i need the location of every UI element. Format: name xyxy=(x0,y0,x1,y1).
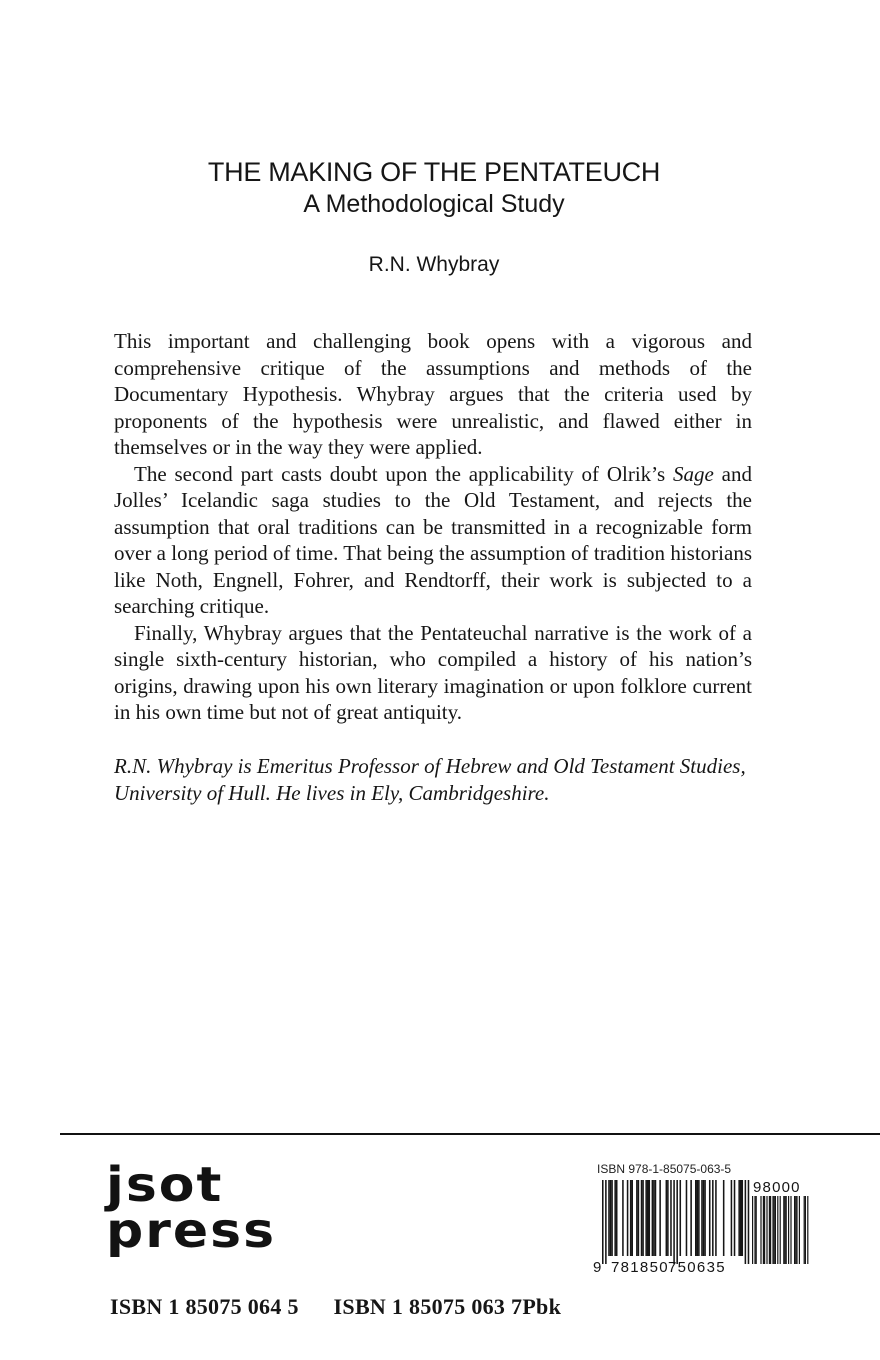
barcode-bar xyxy=(703,1180,705,1256)
addon-bar xyxy=(783,1196,784,1264)
barcode-bar xyxy=(649,1180,651,1256)
addon-bar xyxy=(764,1196,765,1264)
addon-bar xyxy=(752,1196,753,1264)
book-title: THE MAKING OF THE PENTATEUCH xyxy=(207,157,661,187)
addon-bar xyxy=(788,1196,789,1264)
addon-bar xyxy=(805,1196,806,1264)
addon-bar xyxy=(795,1196,796,1264)
addon-bar xyxy=(807,1196,808,1264)
addon-bar xyxy=(769,1196,770,1264)
barcode-bar xyxy=(652,1180,654,1256)
barcode-bar xyxy=(748,1180,750,1264)
barcode-bar xyxy=(673,1180,675,1264)
barcode-bar xyxy=(614,1180,616,1256)
barcode-bar xyxy=(636,1180,638,1256)
barcode-bar xyxy=(642,1180,644,1256)
addon-bar xyxy=(763,1196,764,1264)
barcode-bar xyxy=(667,1180,669,1256)
addon-bar xyxy=(790,1196,791,1264)
ean-barcode-bars xyxy=(602,1180,749,1264)
barcode-bar xyxy=(608,1180,610,1256)
addon-bar xyxy=(756,1196,757,1264)
barcode-bar xyxy=(653,1180,655,1256)
ean-first-digit: 9 xyxy=(593,1259,602,1274)
barcode-bar xyxy=(610,1180,612,1256)
isbn-line: ISBN 1 85075 064 5 ISBN 1 85075 063 7Pbk xyxy=(110,1294,562,1319)
addon-bar xyxy=(804,1196,805,1264)
addon-bar xyxy=(780,1196,781,1264)
description-paragraph-2 xyxy=(114,461,752,620)
barcode-bar xyxy=(715,1180,717,1256)
barcode-bar xyxy=(709,1180,711,1256)
barcode-bar xyxy=(666,1180,668,1256)
barcode-bar xyxy=(745,1180,747,1264)
publisher-logo xyxy=(106,1157,277,1259)
addon-bar xyxy=(770,1196,771,1264)
addon-bar xyxy=(754,1196,755,1264)
barcode-bar xyxy=(690,1180,692,1256)
barcode-bar xyxy=(686,1180,688,1256)
publisher-logo-line-2: press xyxy=(106,1203,277,1259)
paragraph-2-end: and Jolles’ Icelandic saga studies to the Old Testament, and rejects the assumption that oral traditions can be transmitted in a recognizable form over a long period of time. That being the assumption of tradition historians like Noth, Engnell, Fohrer, and Rendtorff, their work is subjected to a searching critique. xyxy=(114,461,752,618)
barcode-bar xyxy=(630,1180,632,1256)
barcode-bar xyxy=(622,1180,624,1256)
barcode xyxy=(593,1178,815,1274)
addon-bar xyxy=(774,1196,775,1264)
barcode-bar xyxy=(704,1180,706,1256)
barcode-bar xyxy=(647,1180,649,1256)
addon-bar xyxy=(794,1196,795,1264)
barcode-bar xyxy=(602,1180,604,1264)
barcode-bar xyxy=(605,1180,607,1264)
barcode-bar xyxy=(627,1180,629,1256)
barcode-bar xyxy=(676,1180,678,1264)
addon-bar xyxy=(786,1196,787,1264)
divider-rule xyxy=(60,1133,880,1135)
barcode-bar xyxy=(659,1180,661,1256)
barcode-bar xyxy=(740,1180,742,1256)
description-paragraph-3: Finally, Whybray argues that the Pentateuchal narrative is the work of a single sixth-century historian, who compiled a history of his nation’s origins, drawing upon his own literary imagination or upon folklore current in his own time but not of great antiquity. xyxy=(114,620,752,724)
addon-bar xyxy=(799,1196,800,1264)
barcode-bar xyxy=(631,1180,633,1256)
barcode-bar xyxy=(670,1180,672,1256)
barcode-bar xyxy=(738,1180,740,1256)
barcode-bar xyxy=(645,1180,647,1256)
barcode-bar xyxy=(611,1180,613,1256)
addon-bar xyxy=(777,1196,778,1264)
barcode-bar xyxy=(697,1180,699,1256)
ean-left-digits: 781850 xyxy=(611,1259,669,1274)
addon-bar xyxy=(784,1196,785,1264)
author-bio: R.N. Whybray is Emeritus Professor of Hebrew and Old Testament Studies, University of Hull. He lives in Ely, Cambridgeshire. xyxy=(114,754,746,805)
barcode-bar xyxy=(641,1180,643,1256)
barcode-bar xyxy=(701,1180,703,1256)
barcode-bar xyxy=(695,1180,697,1256)
addon-bar xyxy=(760,1196,761,1264)
barcode-bar xyxy=(734,1180,736,1256)
addon-digits: 98000 xyxy=(753,1179,801,1196)
paragraph-2-start: The second part casts doubt upon the applicability of Olrik’s xyxy=(134,461,674,486)
barcode-bar xyxy=(712,1180,714,1256)
barcode-bar xyxy=(616,1180,618,1256)
addon-barcode-bars xyxy=(752,1196,808,1264)
barcode-bar xyxy=(698,1180,700,1256)
sage-italic: Sage xyxy=(673,461,714,486)
barcode-bar xyxy=(742,1180,744,1256)
barcode-bar xyxy=(731,1180,733,1256)
addon-bar xyxy=(796,1196,797,1264)
addon-bar xyxy=(772,1196,773,1264)
barcode-bar xyxy=(655,1180,657,1256)
description xyxy=(114,328,752,726)
barcode-bar xyxy=(638,1180,640,1256)
addon-bar xyxy=(775,1196,776,1264)
description-paragraph-1: This important and challenging book opens with a vigorous and comprehensive critique of the assumptions and methods of the Documentary Hypothesis. Whybray argues that the criteria used by proponents of the hypothesis were unrealistic, and flawed either in themselves or in the way they were applied. xyxy=(114,329,752,459)
addon-bar xyxy=(766,1196,767,1264)
book-subtitle: A Methodological Study xyxy=(303,190,565,218)
barcode-isbn-label: ISBN 978-1-85075-063-5 xyxy=(597,1162,732,1176)
book-author: R.N. Whybray xyxy=(368,253,500,276)
barcode-bar xyxy=(723,1180,725,1256)
ean-right-digits: 750635 xyxy=(668,1259,726,1274)
barcode-bar xyxy=(680,1180,682,1256)
publisher-logo-line-1: jsot xyxy=(106,1157,224,1213)
